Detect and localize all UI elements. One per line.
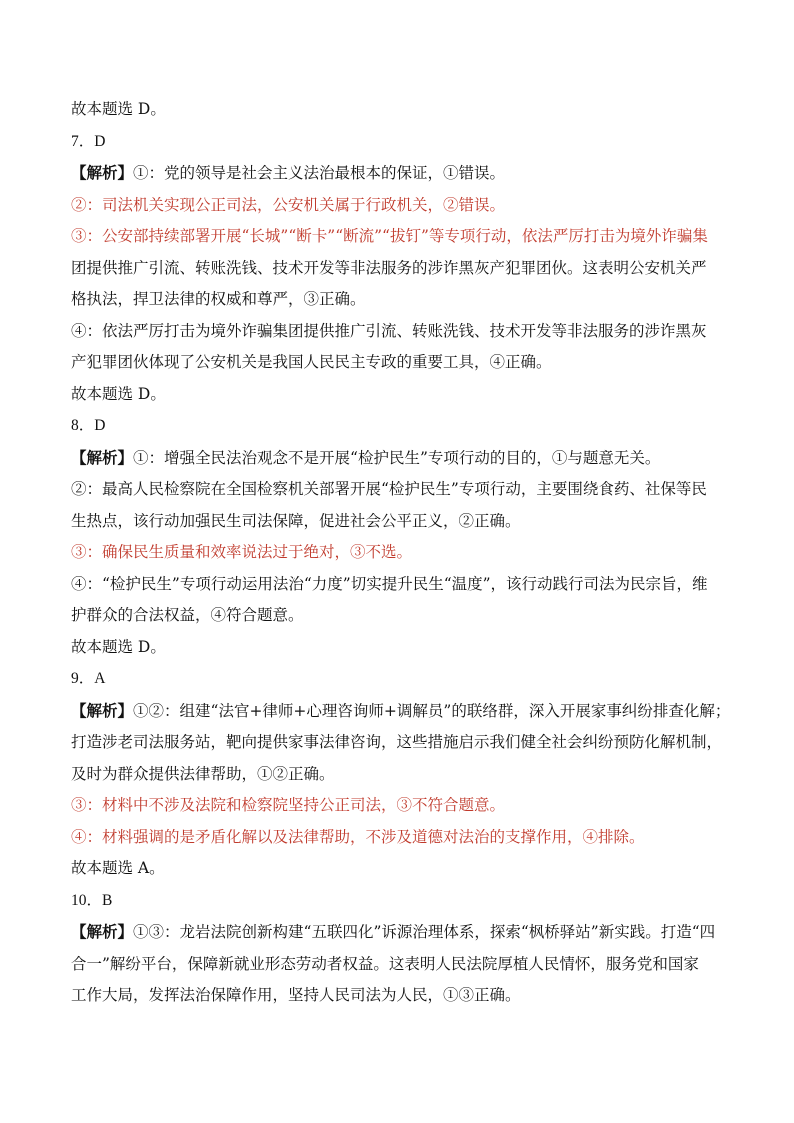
text-line — [71, 632, 723, 664]
body-text: 产犯罪团伙体现了公安机关是我国人民民主专政的重要工具，④正确。 — [71, 353, 552, 371]
text-line — [71, 853, 723, 885]
body-text: 生热点，该行动加强民生司法保障，促进社会公平正义，②正确。 — [71, 511, 521, 530]
answer-explanations — [71, 94, 731, 1012]
body-text: 工作大局，发挥法治保障作用，坚持人民司法为人民，①③正确。 — [71, 986, 521, 1004]
body-text: 格执法，捍卫法律的权威和尊严，③正确。 — [71, 290, 366, 308]
text-line — [71, 980, 723, 1012]
red-text: ④：材料强调的是矛盾化解以及法律帮助，不涉及道德对法治的支撑作用，④排除。 — [71, 827, 645, 846]
question-number — [71, 126, 723, 158]
analysis-label: 【解析】 — [71, 447, 134, 467]
body-text: 护群众的合法权益，④符合题意。 — [71, 606, 304, 624]
red-text: ②：司法机关实现公正司法，公安机关属于行政机关，②错误。 — [71, 195, 506, 214]
question-number — [71, 410, 723, 442]
analysis-label: 【解析】 — [71, 163, 134, 182]
text-line — [71, 537, 723, 569]
text-line — [71, 221, 723, 253]
analysis-text: ①：增强全民法治观念不是开展“检护民生”专项行动的目的，①与题意无关。 — [133, 448, 661, 467]
text-line — [71, 253, 723, 285]
body-text: 合一”解纷平台，保障新就业形态劳动者权益。这表明人民法院厚植人民情怀，服务党和国家 — [71, 954, 699, 973]
body-text: 故本题选 D。 — [71, 637, 166, 656]
body-text: 故本题选 A。 — [71, 859, 165, 877]
body-text: ④：“检护民生”专项行动运用法治“力度”切实提升民生“温度”，该行动践行司法为民宗旨，维 — [71, 574, 708, 593]
text-line — [71, 94, 723, 126]
text-line — [71, 759, 723, 791]
analysis-label: 【解析】 — [71, 700, 134, 720]
analysis-line — [71, 695, 731, 728]
text-line — [71, 822, 723, 854]
analysis-line — [71, 442, 723, 475]
text-line — [71, 347, 723, 379]
text-line — [71, 474, 723, 506]
red-text: ③：公安部持续部署开展“长城”“断卡”“断流”“拔钉”等专项行动，依法严厉打击为境外诈骗集 — [71, 227, 708, 245]
analysis-text: ①：党的领导是社会主义法治最根本的保证，①错误。 — [133, 164, 506, 182]
text-line — [71, 569, 723, 601]
body-text: 故本题选 D。 — [71, 384, 166, 403]
analysis-label: 【解析】 — [71, 922, 134, 941]
text-line — [71, 949, 723, 981]
text-line — [71, 284, 723, 316]
analysis-text: ①③：龙岩法院创新构建“五联四化”诉源治理体系，探索“枫桥驿站”新实践。打造“四 — [133, 923, 716, 941]
question-number — [71, 885, 723, 917]
red-text: ③：材料中不涉及法院和检察院坚持公正司法，③不符合题意。 — [71, 796, 506, 814]
text-line — [71, 379, 723, 411]
body-text: 8．D — [71, 417, 106, 434]
text-line — [71, 316, 723, 348]
body-text: 10．B — [71, 891, 113, 909]
question-number — [71, 663, 723, 695]
body-text: 及时为群众提供法律帮助，①②正确。 — [71, 764, 335, 783]
text-line — [71, 190, 723, 222]
body-text: 团提供推广引流、转账洗钱、技术开发等非法服务的涉诈黑灰产犯罪团伙。这表明公安机关严 — [71, 258, 707, 277]
body-text: ④：依法严厉打击为境外诈骗集团提供推广引流、转账洗钱、技术开发等非法服务的涉诈黑灰 — [71, 321, 707, 340]
red-text: ③：确保民生质量和效率说法过于绝对，③不选。 — [71, 543, 413, 561]
analysis-line — [71, 916, 723, 949]
body-text: 故本题选 D。 — [71, 100, 166, 118]
body-text: 9．A — [71, 670, 106, 687]
text-line — [71, 600, 723, 632]
body-text: ②：最高人民检察院在全国检察机关部署开展“检护民生”专项行动，主要围绕食药、社保等民 — [71, 480, 707, 498]
text-line — [71, 727, 723, 759]
text-line — [71, 790, 723, 822]
analysis-text: ①②：组建“法官+律师+心理咨询师+调解员”的联络群，深入开展家事纠纷排查化解； — [133, 701, 731, 720]
body-text: 打造涉老司法服务站，靶向提供家事法律咨询，这些措施启示我们健全社会纠纷预防化解机制， — [71, 733, 723, 751]
analysis-line — [71, 157, 723, 190]
text-line — [71, 506, 723, 538]
body-text: 7．D — [71, 132, 106, 150]
